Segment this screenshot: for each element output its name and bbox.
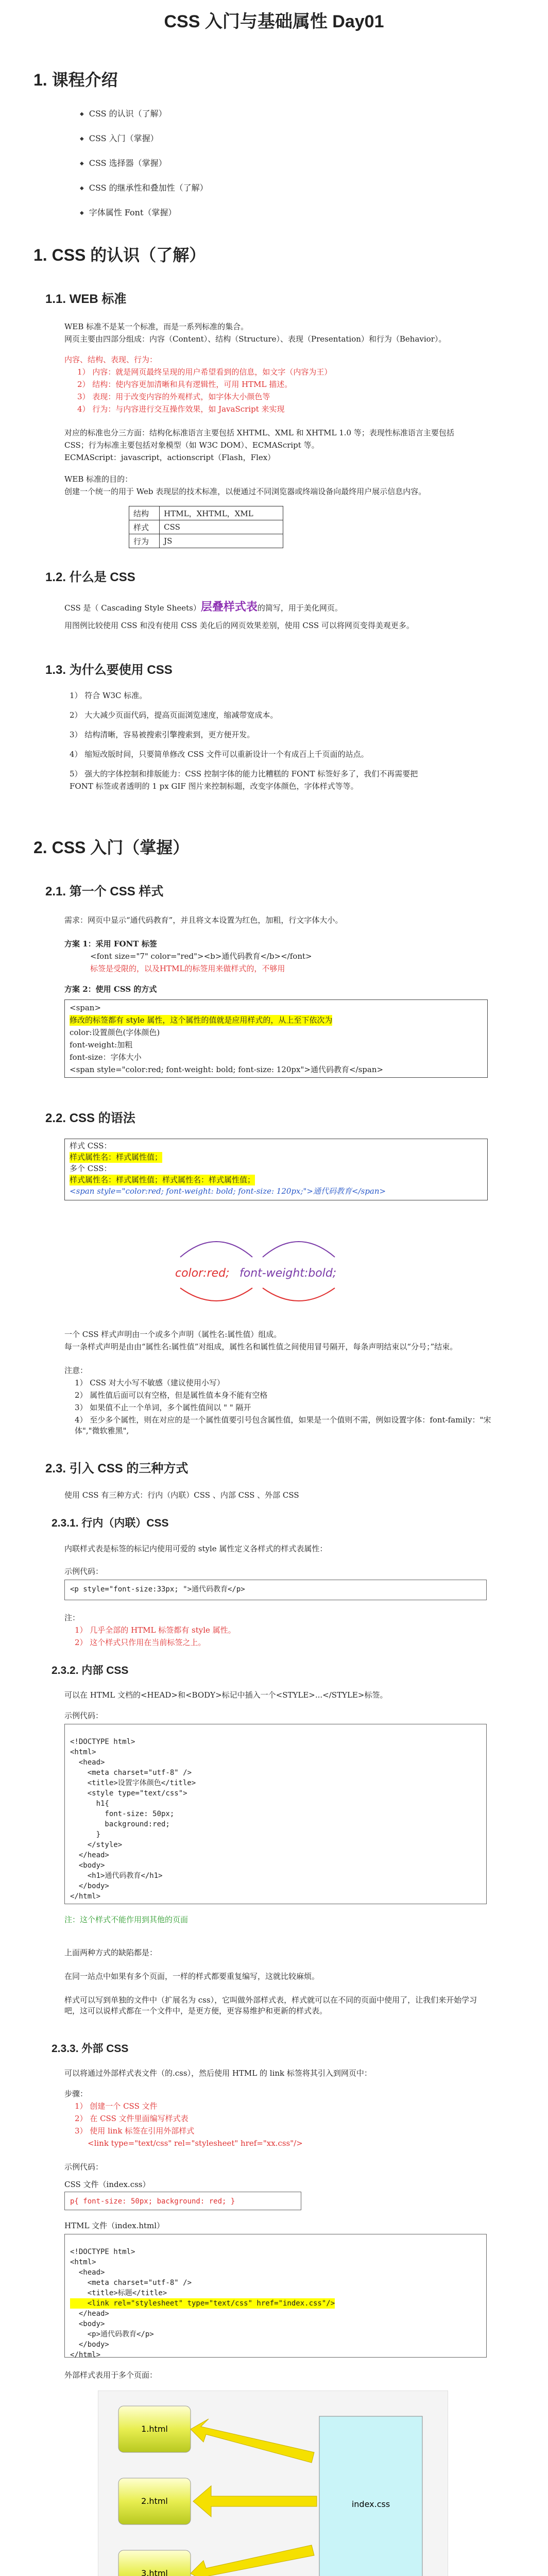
list-item: 4） 缩短改版时间，只要简单修改 CSS 文件可以重新设计一个有成百上千页面的站点。	[70, 750, 369, 759]
code-line: <!DOCTYPE html>	[70, 1738, 135, 1746]
code-line: h1{	[70, 1800, 109, 1808]
list-item-continued: FONT 标签或者透明的 1 px GIF 图片来控制标题，改变字体颜色，字体样式等等。	[70, 782, 358, 791]
paragraph: 样式可以写到单独的文件中（扩展名为 css），它叫做外部样式表，样式就可以在不同的页面中使用了，让我们来开始学习吧，这可以说样式都在一个文件中，是更方便，更容易维护和更新的样式表。	[64, 1995, 477, 2015]
heading-first-css: 2.1. 第一个 CSS 样式	[45, 885, 164, 899]
highlight-text: 层叠样式表	[200, 600, 258, 614]
list-item: 5） 强大的字体控制和排版能力：CSS 控制字体的能力比糟糕的 FONT 标签好多了，我们不再需要把	[70, 769, 418, 778]
heading-internal-css: 2.3.2. 内部 CSS	[52, 1665, 129, 1676]
code-line: <span>	[70, 1003, 101, 1012]
list-item: 2） 大大减少页面代码，提高页面浏览速度，缩减带宽成本。	[70, 710, 278, 720]
table-cell: 行为	[129, 534, 160, 548]
table-row	[129, 506, 283, 520]
external-css-diagram	[98, 2391, 448, 2576]
note: 注：这个样式不能作用到其他的页面	[64, 1915, 189, 1924]
bracket-arc	[263, 1288, 335, 1301]
heading-course-intro: 1. 课程介绍	[33, 71, 118, 89]
syntax-line: 样式属性名：样式属性值；	[70, 1153, 163, 1162]
list-heading: 内容、结构、表现、行为：	[64, 355, 158, 364]
paragraph: ECMAScript：javascript，actionscript（Flash，Flex）	[64, 453, 276, 462]
paragraph: 可以将通过外部样式表文件（的.css），然后使用 HTML 的 link 标签将其引入到网页中：	[64, 2069, 372, 2078]
list-item: ◆ CSS 的认识（了解）	[80, 108, 167, 121]
code-line: <span style="color:red; font-weight: bold; font-size: 120px">通代码教育</span>	[70, 1065, 384, 1074]
declaration-b: font-weight:bold;	[239, 1267, 337, 1280]
step-item: 3） 使用 link 标签在引用外部样式	[75, 2126, 195, 2136]
paragraph: 对应的标准也分三方面：结构化标准语言主要包括 XHTML、XML 和 XHTML 1.0 等；表现性标准语言主要包括	[64, 428, 454, 437]
list-item: 3） 结构清晰，容易被搜索引擎搜索到，更方便开发。	[70, 730, 255, 739]
syntax-example: <span style="color:red; font-weight: bold; font-size: 120px;">通代码教育</span>	[70, 1187, 386, 1196]
file-label: CSS 文件（index.css）	[64, 2180, 150, 2189]
bracket-arc	[263, 1242, 335, 1257]
code-line: </style>	[70, 1841, 123, 1849]
declaration-diagram	[144, 1226, 433, 1314]
code-line: font-size：字体大小	[70, 1053, 142, 1062]
syntax-line: 样式 CSS：	[70, 1141, 112, 1150]
heading-css-syntax: 2.2. CSS 的语法	[45, 1111, 135, 1125]
code-line: <p>通代码教育</p>	[70, 2330, 154, 2338]
paragraph: 网页主要由四部分组成：内容（Content）、结构（Structure）、表现（Presentation）和行为（Behavior）。	[64, 334, 447, 344]
paragraph: 用图例比较使用 CSS 和没有使用 CSS 美化后的网页效果差别，使用 CSS 可以将网页变得美观更多。	[64, 621, 414, 630]
code-line: <title>设置字体颜色</title>	[70, 1779, 196, 1787]
link-code: <link type="text/css" rel="stylesheet" href="xx.css"/>	[88, 2139, 303, 2148]
note: 标签是受限的，以及HTML的标签用来做样式的，不够用	[90, 964, 285, 973]
code-line: }	[70, 1831, 101, 1839]
step-item: 1） 创建一个 CSS 文件	[75, 2102, 158, 2111]
code-line: </html>	[70, 2351, 101, 2359]
code-line: </html>	[70, 1892, 101, 1901]
list-item: ◆ CSS 入门（掌握）	[80, 133, 159, 145]
heading-why-css: 1.3. 为什么要使用 CSS	[45, 663, 173, 677]
list-item: 3） 表现：用于改变内容的外观样式，如字体大小颜色等	[77, 392, 270, 401]
note-item: 1） CSS 对大小写不敏感（建议使用小写）	[75, 1378, 225, 1387]
code-line: <meta charset="utf-8" />	[70, 2279, 192, 2287]
example-label: 示例代码：	[64, 2162, 104, 2172]
example-label: 示例代码：	[64, 1711, 104, 1720]
list-item: ◆ CSS 的继承性和叠加性（了解）	[80, 182, 208, 195]
heading-css-getting-started: 2. CSS 入门（掌握）	[33, 838, 190, 857]
page-label: 3.html	[141, 2568, 168, 2576]
paragraph: 内联样式表是标签的标记内使用可爱的 style 属性定义各样式的样式表属性：	[64, 1544, 328, 1553]
code-line: <meta charset="utf-8" />	[70, 1769, 192, 1777]
paragraph: CSS；行为标准主要包括对象模型（如 W3C DOM）、ECMAScript 等。	[64, 440, 319, 450]
note-heading: 注意：	[64, 1366, 88, 1375]
code-box	[64, 1724, 487, 1904]
list-item: 4） 行为：与内容进行交互操作效果，如 JavaScript 来实现	[77, 404, 285, 414]
note-item: 2） 这个样式只作用在当前标签之上。	[75, 1638, 206, 1647]
code-line: <body>	[70, 1861, 105, 1870]
code-comment: 修改的标签都有 style 属性，这个属性的值就是应用样式的，从上至下依次为	[70, 1015, 333, 1025]
page-label: 2.html	[141, 2496, 168, 2506]
table-cell: HTML，XHTML，XML	[160, 506, 283, 520]
note-item: 1） 几乎全部的 HTML 标签都有 style 属性。	[75, 1625, 236, 1635]
heading-external-css: 2.3.3. 外部 CSS	[52, 2043, 129, 2055]
list-item: 1） 符合 W3C 标准。	[70, 691, 147, 700]
code-line: <head>	[70, 1758, 105, 1767]
heading-inline-css: 2.3.1. 行内（内联）CSS	[52, 1517, 169, 1529]
code-line: <style type="text/css">	[70, 1789, 187, 1798]
paragraph	[64, 602, 342, 614]
css-code-box: p{ font-size: 50px; background: red; }	[64, 2192, 301, 2210]
text: CSS 是（ Cascading Style Sheets）	[64, 603, 201, 613]
code-line: background:red;	[70, 1820, 170, 1828]
heading-css-intro: 1. CSS 的认识（了解）	[33, 246, 206, 264]
css-file-label: index.css	[351, 2499, 390, 2509]
bracket-arc	[180, 1242, 252, 1257]
syntax-line: 样式属性名：样式属性值；样式属性名：样式属性值；	[70, 1175, 255, 1184]
code-line: <title>标题</title>	[70, 2289, 167, 2297]
paragraph: 一个 CSS 样式声明由一个或多个声明（属性名:属性值）组成。	[64, 1330, 282, 1339]
paragraph: WEB 标准的目的：	[64, 474, 133, 484]
declaration-a: color:red;	[175, 1267, 230, 1280]
code-box: <p style="font-size:33px; ">通代码教育</p>	[64, 1580, 487, 1600]
option-heading: 方案 1：采用 FONT 标签	[64, 939, 157, 948]
standards-table	[129, 506, 283, 548]
steps-heading: 步骤：	[64, 2089, 88, 2098]
code-line: font-weight:加粗	[70, 1040, 133, 1049]
list-item: 2） 结构：使内容更加清晰和具有逻辑性，可用 HTML 描述。	[77, 380, 293, 389]
paragraph: 可以在 HTML 文档的<HEAD>和<BODY>标记中插入一个<STYLE>...</STYLE>标签。	[64, 1690, 388, 1700]
code-line: </body>	[70, 2341, 109, 2349]
table-cell: 样式	[129, 520, 160, 534]
heading-web-standard: 1.1. WEB 标准	[45, 292, 127, 306]
paragraph: 需求：网页中显示“通代码教育”，并且将文本设置为红色，加粗，行文字体大小。	[64, 916, 343, 925]
paragraph: 创建一个统一的用于 Web 表现层的技术标准，以便通过不同浏览器或终端设备向最终用户展示信息内容。	[64, 487, 426, 496]
list-item: 1） 内容：就是网页最终呈现的用户希望看到的信息，如文字（内容为王）	[77, 367, 332, 377]
code-line: <body>	[70, 2320, 105, 2328]
page-label: 1.html	[141, 2424, 168, 2434]
code-line: color:设置颜色(字体颜色)	[70, 1028, 160, 1037]
code-line: <html>	[70, 2258, 96, 2266]
html-code-box	[64, 2234, 487, 2358]
step-item: 2） 在 CSS 文件里面编写样式表	[75, 2114, 189, 2123]
code-line: <h1>通代码教育</h1>	[70, 1872, 163, 1880]
heading-three-ways: 2.3. 引入 CSS 的三种方式	[45, 1462, 189, 1476]
paragraph: 在同一站点中如果有多个页面，一样的样式都要重复编写，这就比较麻烦。	[64, 1972, 320, 1981]
css-file-box	[319, 2416, 422, 2576]
list-item: ◆ 字体属性 Font（掌握）	[80, 207, 176, 219]
code-line: <html>	[70, 1748, 96, 1756]
text: 的简写，用于美化网页。	[257, 603, 342, 613]
table-cell: JS	[160, 534, 283, 548]
diagram-caption: 外部样式表用于多个页面：	[64, 2370, 158, 2380]
paragraph: 使用 CSS 有三种方式：行内（内联）CSS 、内部 CSS 、外部 CSS	[64, 1490, 299, 1500]
file-label: HTML 文件（index.html）	[64, 2221, 165, 2230]
paragraph: 上面两种方式的缺陷都是：	[64, 1948, 158, 1957]
table-row	[129, 520, 283, 534]
table-cell: CSS	[160, 520, 283, 534]
note-item: 2） 属性值后面可以有空格，但是属性值本身不能有空格	[75, 1391, 268, 1400]
list-item: ◆ CSS 选择器（掌握）	[80, 158, 167, 170]
heading-what-is-css: 1.2. 什么是 CSS	[45, 570, 135, 584]
code-line: <link rel="stylesheet" type="text/css" href="index.css"/>	[70, 2299, 335, 2308]
code-line: font-size: 50px;	[70, 1810, 175, 1818]
code-line: <head>	[70, 2268, 105, 2277]
code-line: <!DOCTYPE html>	[70, 2248, 135, 2256]
note-item: 3） 如果值不止一个单词，多个属性值间以 " " 隔开	[75, 1403, 251, 1412]
table-row	[129, 534, 283, 548]
note-heading: 注：	[64, 1613, 80, 1622]
page-title: CSS 入门与基础属性 Day01	[164, 12, 384, 31]
code-line: <font size="7" color="red"><b>通代码教育</b></font>	[90, 952, 312, 961]
code-line: </body>	[70, 1882, 109, 1890]
code-line: </head>	[70, 1851, 109, 1859]
table-cell: 结构	[129, 506, 160, 520]
bracket-arc	[180, 1288, 252, 1301]
paragraph: WEB 标准不是某一个标准，而是一系列标准的集合。	[64, 322, 249, 331]
note-item: 4） 至少多个属性，则在对应的是一个属性值要引号包含属性值，如果是一个值则不需，例如设置字体：font-family："宋体","微软雅黑",	[75, 1415, 491, 1435]
syntax-line: 多个 CSS：	[70, 1164, 112, 1173]
paragraph: 每一条样式声明是由由“属性名:属性值”对组成，属性名和属性值之间使用冒号隔开，每条声明结束以“分号；”结束。	[64, 1342, 458, 1351]
code-line: </head>	[70, 2310, 109, 2318]
option-heading: 方案 2：使用 CSS 的方式	[64, 985, 157, 994]
example-label: 示例代码：	[64, 1567, 104, 1576]
